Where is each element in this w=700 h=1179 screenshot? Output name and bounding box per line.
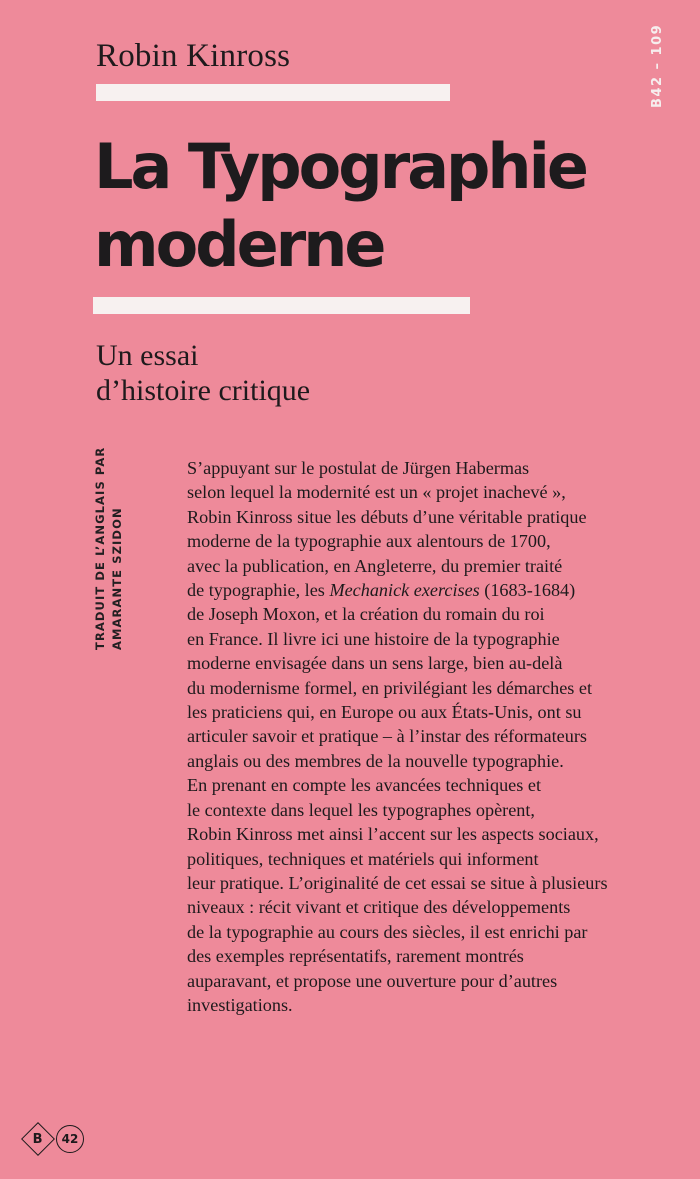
diamond-logo-icon (21, 1122, 55, 1156)
blurb-line-suffix: (1683-1684) (479, 580, 576, 601)
back-cover-blurb (187, 456, 647, 1017)
book-title (94, 128, 586, 284)
blurb-line: auparavant, et propose une ouverture pour d’autres (187, 970, 558, 991)
circle-logo-icon (56, 1125, 84, 1153)
blurb-line: leur pratique. L’originalité de cet essai se situe à plusieurs (187, 872, 608, 893)
blurb-line: articuler savoir et pratique – à l’instar des réformateurs (187, 726, 587, 747)
translator-line-1: TRADUIT DE L’ANGLAIS PAR (93, 446, 107, 650)
blurb-line: de la typographie au cours des siècles, il est enrichi par (187, 921, 588, 942)
blurb-line: selon lequel la modernité est un « projet inachevé », (187, 482, 566, 503)
blurb-line: politiques, techniques et matériels qui informent (187, 848, 539, 869)
blurb-line: les praticiens qui, en Europe ou aux États-Unis, ont su (187, 702, 582, 723)
blurb-line: le contexte dans lequel les typographes opèrent, (187, 799, 535, 820)
series-code: B42 – 109 (650, 23, 665, 108)
title-line-1: La Typographie (94, 130, 586, 203)
book-subtitle (96, 338, 310, 408)
subtitle-line-2: d’histoire critique (96, 374, 311, 407)
publisher-logo (22, 1123, 84, 1155)
blurb-line: niveaux : récit vivant et critique des développements (187, 897, 571, 918)
blurb-line: investigations. (187, 994, 293, 1015)
blurb-line: Robin Kinross situe les débuts d’une véritable pratique (187, 506, 587, 527)
translator-credit (92, 447, 126, 650)
logo-number: 42 (61, 1132, 79, 1146)
blurb-line: moderne envisagée dans un sens large, bien au-delà (187, 653, 563, 674)
decorative-bar-top (96, 84, 450, 101)
blurb-line: moderne de la typographie aux alentours de 1700, (187, 531, 551, 552)
blurb-line: Robin Kinross met ainsi l’accent sur les aspects sociaux, (187, 824, 599, 845)
author-name: Robin Kinross (96, 38, 291, 74)
translator-line-2: AMARANTE SZIDON (110, 507, 124, 650)
title-line-2: moderne (94, 208, 384, 281)
subtitle-line-1: Un essai (96, 339, 199, 372)
blurb-line: S’appuyant sur le postulat de Jürgen Habermas (187, 458, 530, 478)
blurb-line: en France. Il livre ici une histoire de la typographie (187, 628, 560, 649)
blurb-line: de Joseph Moxon, et la création du romain du roi (187, 604, 545, 625)
blurb-line: avec la publication, en Angleterre, du premier traité (187, 555, 563, 576)
blurb-line: En prenant en compte les avancées techniques et (187, 775, 541, 796)
logo-letter: B (33, 1131, 43, 1147)
blurb-line: du modernisme formel, en privilégiant les démarches et (187, 677, 593, 698)
italic-book-title: Mechanick exercises (329, 580, 480, 601)
decorative-bar-bottom (93, 297, 470, 314)
blurb-line: des exemples représentatifs, rarement montrés (187, 946, 524, 967)
blurb-line: anglais ou des membres de la nouvelle typographie. (187, 750, 564, 771)
blurb-line-prefix: de typographie, les (187, 580, 330, 601)
blurb-line-with-title (187, 578, 647, 602)
